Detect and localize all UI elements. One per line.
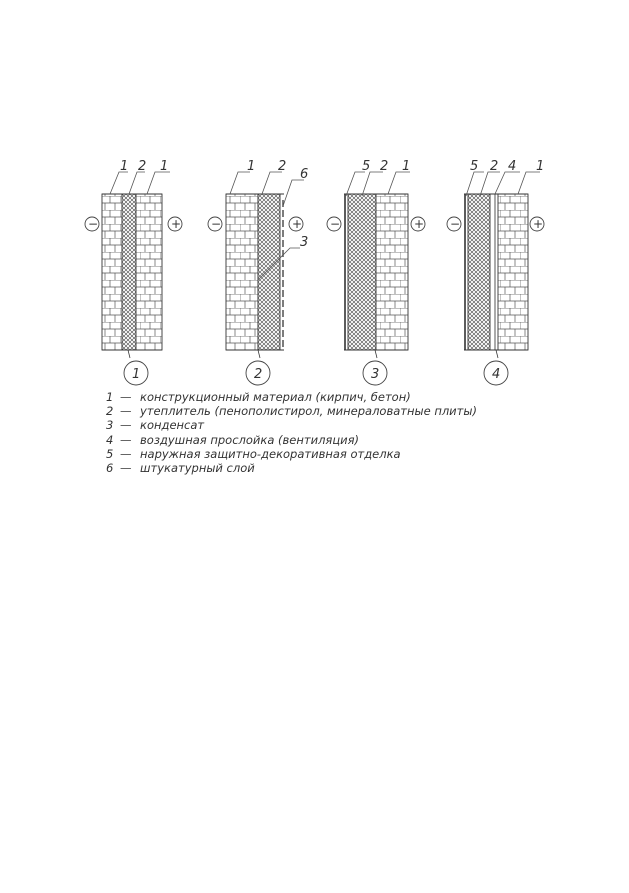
legend-item — [106, 461, 477, 475]
legend-text: штукатурный слой — [140, 461, 255, 476]
svg-text:−: − — [450, 217, 461, 231]
callout-label: 4 — [508, 159, 517, 174]
insulation-layer — [348, 194, 376, 350]
insulation-layer — [258, 194, 280, 350]
legend-item — [106, 447, 477, 461]
section-badge — [124, 361, 148, 385]
legend-number: 1 — [106, 390, 114, 404]
legend-number: 6 — [106, 461, 114, 476]
callout-label: 1 — [160, 159, 169, 174]
svg-text:2: 2 — [254, 367, 263, 382]
callout-label: 2 — [490, 159, 499, 174]
legend-separator: — — [120, 404, 132, 419]
legend-number: 3 — [106, 418, 114, 433]
svg-text:+: + — [414, 217, 425, 231]
leader-lines — [110, 172, 170, 194]
legend-text: наружная защитно-декоративная отделка — [140, 446, 401, 461]
leader-lines — [466, 172, 540, 196]
svg-text:−: − — [330, 217, 341, 231]
section-badge — [363, 361, 387, 385]
legend-text: воздушная прослойка (вентиляция) — [140, 432, 360, 447]
legend-number: 4 — [106, 432, 114, 447]
svg-text:3: 3 — [371, 367, 380, 382]
legend-item — [106, 390, 477, 404]
callout-label: 1 — [402, 159, 411, 174]
plus-sign-icon — [168, 217, 182, 231]
legend-separator: — — [120, 390, 132, 404]
callout-label: 2 — [138, 159, 147, 174]
legend — [106, 390, 477, 475]
svg-text:+: + — [292, 217, 303, 231]
callout-label: 1 — [247, 159, 256, 174]
section-badge — [246, 361, 270, 385]
section-badge — [484, 361, 508, 385]
legend-item — [106, 404, 477, 418]
minus-sign-icon — [85, 217, 99, 231]
svg-text:+: + — [533, 217, 544, 231]
svg-text:4: 4 — [492, 367, 501, 382]
callout-label: 5 — [362, 159, 371, 174]
insulation-layer — [122, 194, 136, 350]
svg-text:1: 1 — [132, 367, 141, 382]
plus-sign-icon — [289, 217, 303, 231]
legend-item — [106, 418, 477, 432]
minus-sign-icon — [327, 217, 341, 231]
minus-sign-icon — [208, 217, 222, 231]
legend-text: конструкционный материал (кирпич, бетон) — [140, 390, 411, 404]
wall-section-2 — [208, 159, 308, 385]
legend-text: конденсат — [140, 418, 205, 433]
legend-text: утеплитель (пенополистирол, минераловатные плиты) — [140, 404, 477, 419]
insulation-layer — [468, 194, 490, 350]
legend-separator: — — [120, 446, 132, 461]
callout-label: 6 — [300, 167, 309, 182]
wall-section-1 — [85, 159, 182, 385]
legend-separator: — — [120, 418, 132, 433]
brick-layer — [376, 194, 408, 350]
wall-section-3 — [327, 159, 425, 385]
leader-lines — [346, 172, 410, 196]
brick-layer-outer — [136, 194, 162, 350]
svg-text:+: + — [171, 217, 182, 231]
brick-layer — [498, 194, 528, 350]
svg-text:−: − — [211, 217, 222, 231]
legend-separator: — — [120, 461, 132, 476]
callout-label: 2 — [380, 159, 389, 174]
callout-label: 2 — [278, 159, 287, 174]
plus-sign-icon — [411, 217, 425, 231]
callout-label: 5 — [470, 159, 479, 174]
minus-sign-icon — [447, 217, 461, 231]
svg-text:−: − — [88, 217, 99, 231]
callout-label: 1 — [120, 159, 129, 174]
legend-number: 5 — [106, 446, 114, 461]
callout-label: 1 — [536, 159, 545, 174]
legend-item — [106, 433, 477, 447]
plus-sign-icon — [530, 217, 544, 231]
brick-layer-inner — [102, 194, 122, 350]
legend-number: 2 — [106, 404, 114, 419]
wall-section-4 — [447, 159, 544, 385]
legend-separator: — — [120, 432, 132, 447]
brick-layer — [226, 194, 258, 350]
callout-label: 3 — [300, 235, 309, 250]
